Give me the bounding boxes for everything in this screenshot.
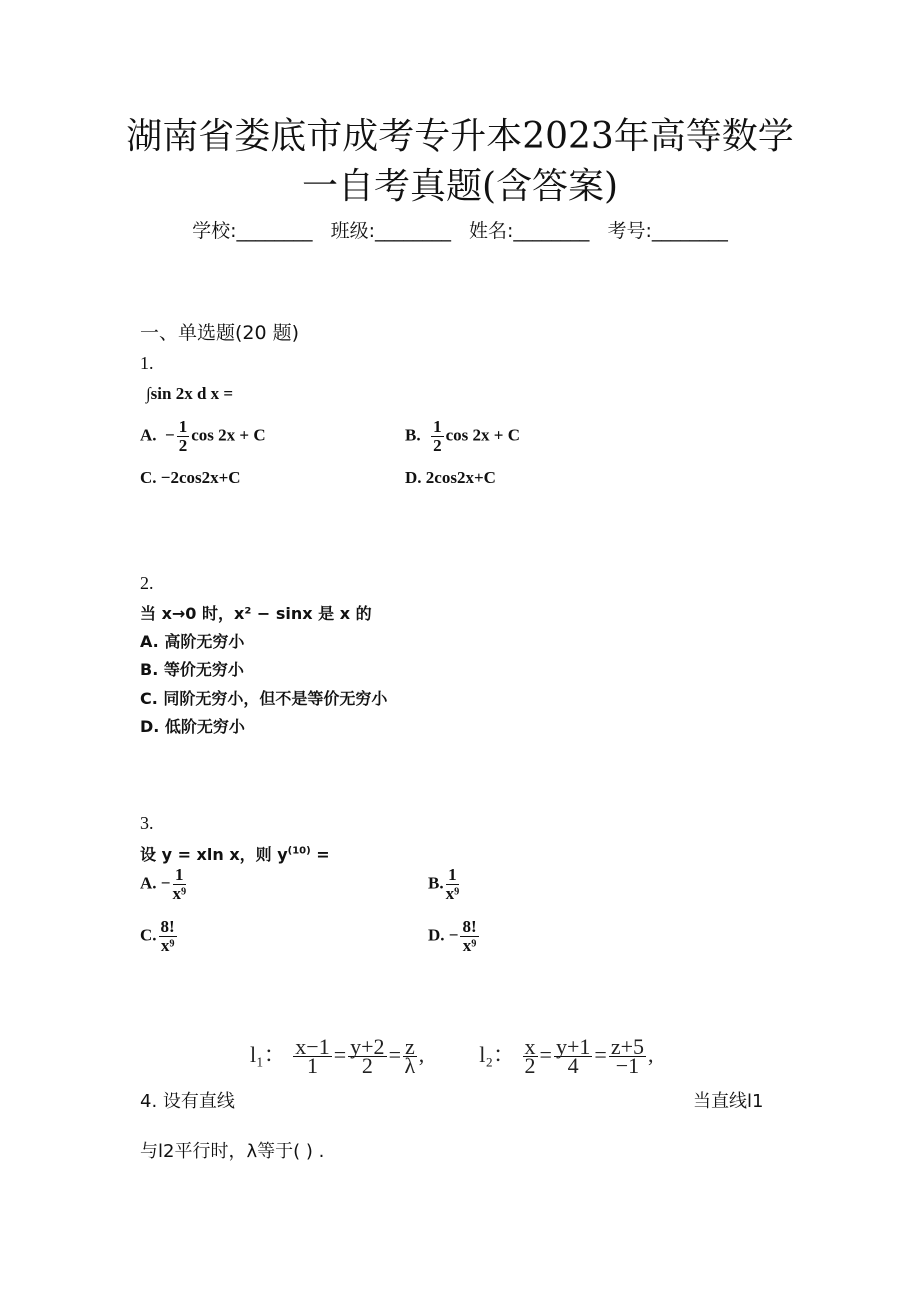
name-field: 姓名:________ (469, 220, 590, 242)
question-2-option-d: D. 低阶无穷小 (140, 717, 245, 736)
question-2-option-a: A. 高阶无穷小 (140, 632, 245, 651)
question-3-option-c: C. $\frac{8!}{\text{x⁹}}$ (140, 917, 175, 955)
question-1-option-d: D. 2cos2x+C (405, 468, 496, 487)
question-1-option-b: B. $\frac{1}{2}$ cos 2x + C (405, 417, 520, 455)
question-3-option-a: A. − $\frac{1}{\text{x⁹}}$ (140, 865, 187, 903)
question-4-line2: 与l2平行时，λ等于( ) . (140, 1141, 325, 1162)
question-4-prefix: 4. 设有直线 (140, 1091, 235, 1112)
question-3-option-d: D. − $\frac{8!}{\text{x⁹}}$ (428, 917, 477, 955)
question-2-option-c: C. 同阶无穷小，但不是等价无穷小 (140, 689, 388, 708)
question-4-suffix: 当直线l1 (693, 1091, 764, 1112)
question-1-option-c: C. −2cos2x+C (140, 468, 241, 487)
question-3-option-b: B. $\frac{1}{\text{x⁹}}$ (428, 865, 460, 903)
question-4-line-equations: l₁： $\frac{x-1}{1}$ = $\frac{y+2}{2}$ = $\frac{z}{\lambda}$ , l₂： $\frac{x}{2}$ = $\frac{y+1}{4}$ = $\frac{z+5}{-1}$ , (250, 1034, 654, 1079)
page-title-line2: 一自考真题(含答案) (301, 166, 619, 207)
question-3-stem: 设 y = xln x，则 $y^{(10)}$ = (140, 845, 330, 864)
question-2-stem: 当 x→0 时，x² − sinx 是 x 的 (140, 604, 372, 623)
question-2-option-b: B. 等价无穷小 (140, 660, 244, 679)
student-info-row (0, 216, 920, 243)
page-title-line1: 湖南省娄底市成考专升本2023年高等数学 (126, 116, 794, 157)
line-l1-label: l₁： (250, 1042, 286, 1067)
question-1-stem: ∫sin 2x d x = (146, 384, 234, 403)
class-field: 班级:________ (330, 220, 451, 242)
question-1-number: 1. (140, 353, 154, 373)
question-1-option-a: A. − $\frac{1}{2}$ cos 2x + C (140, 417, 266, 455)
line-l2-label: l₂： (479, 1042, 516, 1067)
question-2-number: 2. (140, 573, 154, 593)
school-field: 学校:________ (192, 220, 313, 242)
exam-number-field: 考号:________ (607, 220, 728, 242)
section-heading: 一、单选题(20 题) (140, 322, 300, 344)
question-3-number: 3. (140, 813, 154, 833)
